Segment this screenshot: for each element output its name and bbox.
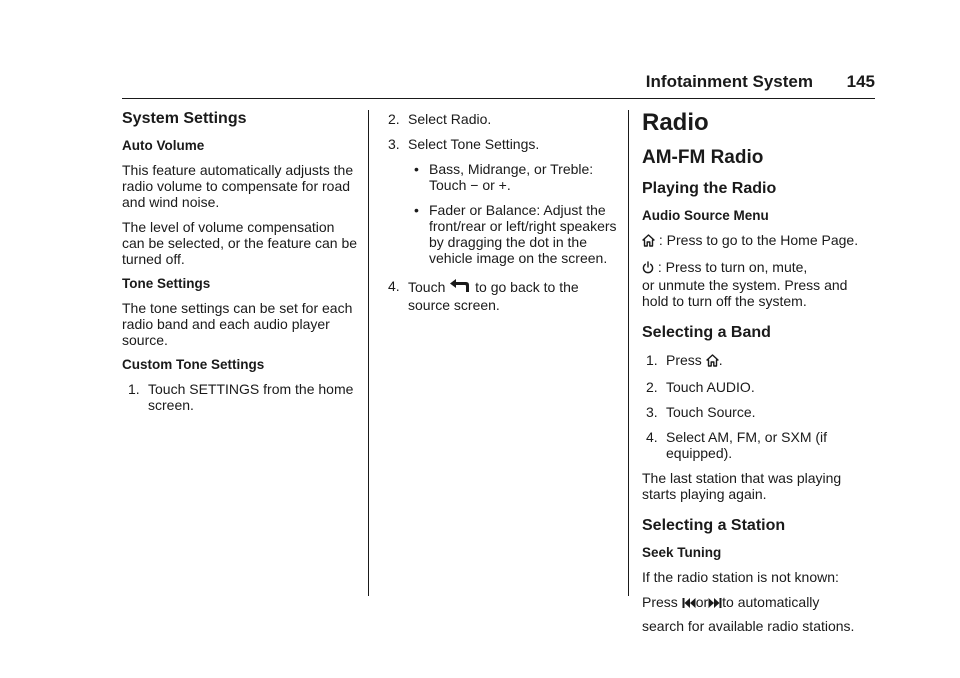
step-number: 2. [388,111,400,127]
bullet-bass-midrange-treble [388,161,618,193]
step-text [666,352,877,370]
step-4-line-2: source screen. [408,297,500,313]
seek-paragraph-1: If the radio station is not known: [642,569,839,585]
header-rule [122,98,875,99]
step-text: Touch SETTINGS from the home screen. [148,381,354,413]
column-1 [122,111,358,422]
step-text: Select Tone Settings. [408,136,540,152]
custom-tone-step-3 [388,136,618,152]
band-step-1-pre: Press [666,352,702,368]
step-text: Select Radio. [408,111,492,127]
custom-tone-step-1 [122,381,358,413]
home-icon [706,354,719,370]
selecting-station-heading: Selecting a Station [642,517,786,534]
seek-pre: Press [642,594,678,610]
step-4-post: to go back to the [475,279,579,295]
radio-heading: Radio [642,109,709,136]
home-description-label: : Press to go to the Home Page. [655,232,859,248]
custom-tone-step-4 [388,278,618,313]
seek-tuning-heading: Seek Tuning [642,545,722,560]
custom-tone-step-2 [388,111,618,127]
seek-or: or [695,594,709,610]
seek-line-2: search for available radio stations. [642,618,855,634]
power-icon [642,261,654,277]
step-number: 1. [646,352,658,368]
band-step-1 [642,352,877,370]
bullet-mark: • [414,202,419,218]
home-description-text [655,232,858,248]
step-4-pre: Touch [408,279,446,295]
bullet-text: Fader or Balance: Adjust the front/rear or left/right speakers by dragging the dot in the vehicle image on the screen. [429,202,617,266]
playing-radio-heading: Playing the Radio [642,180,777,197]
column-3 [642,109,877,640]
page-number: 145 [846,72,875,91]
column-2 [388,111,618,322]
column-divider-1 [368,110,369,596]
bullet-mark: • [414,161,419,177]
tone-settings-paragraph: The tone settings can be set for each radio band and each audio player source. [122,300,353,348]
band-step-4 [642,429,877,461]
section-title: Infotainment System [645,72,813,91]
step-number: 2. [646,379,658,395]
step-text: Select AM, FM, or SXM (if equipped). [666,429,828,461]
seek-back-icon [682,596,696,612]
auto-volume-heading: Auto Volume [122,138,205,153]
auto-volume-paragraph-1: This feature automatically adjusts the radio volume to compensate for road and wind noise. [122,162,354,210]
band-note: The last station that was playing starts playing again. [642,470,842,502]
seek-forward-icon [708,596,722,612]
bullet-fader-balance [388,202,618,266]
power-description [642,259,877,309]
step-number: 4. [388,278,400,294]
auto-volume-paragraph-2: The level of volume compensation can be selected, or the feature can be turned off. [122,219,358,267]
audio-source-menu-heading: Audio Source Menu [642,208,769,223]
selecting-band-heading: Selecting a Band [642,324,771,341]
am-fm-radio-heading: AM-FM Radio [642,147,764,168]
step-text: Touch AUDIO. [666,379,755,395]
seek-instructions [642,594,877,634]
home-description [642,232,877,250]
bullet-text: Bass, Midrange, or Treble: Touch − or +. [429,161,594,193]
step-number: 3. [646,404,658,420]
home-icon [642,234,655,250]
custom-tone-heading: Custom Tone Settings [122,357,265,372]
band-step-3 [642,404,877,420]
seek-post: to automatically [722,594,820,610]
step-text [408,278,618,313]
column-divider-2 [628,110,629,596]
band-step-1-post: . [718,352,723,368]
tone-settings-heading: Tone Settings [122,276,211,291]
step-number: 4. [646,429,658,445]
step-number: 3. [388,136,400,152]
step-number: 1. [128,381,140,397]
back-icon [449,278,471,297]
page-header [0,72,875,96]
system-settings-heading: System Settings [122,110,247,127]
power-description-line-2: or unmute the system. Press and hold to turn off the system. [642,277,848,309]
step-text: Touch Source. [666,404,756,420]
power-description-line-1: : Press to turn on, mute, [654,259,808,275]
band-step-2 [642,379,877,395]
